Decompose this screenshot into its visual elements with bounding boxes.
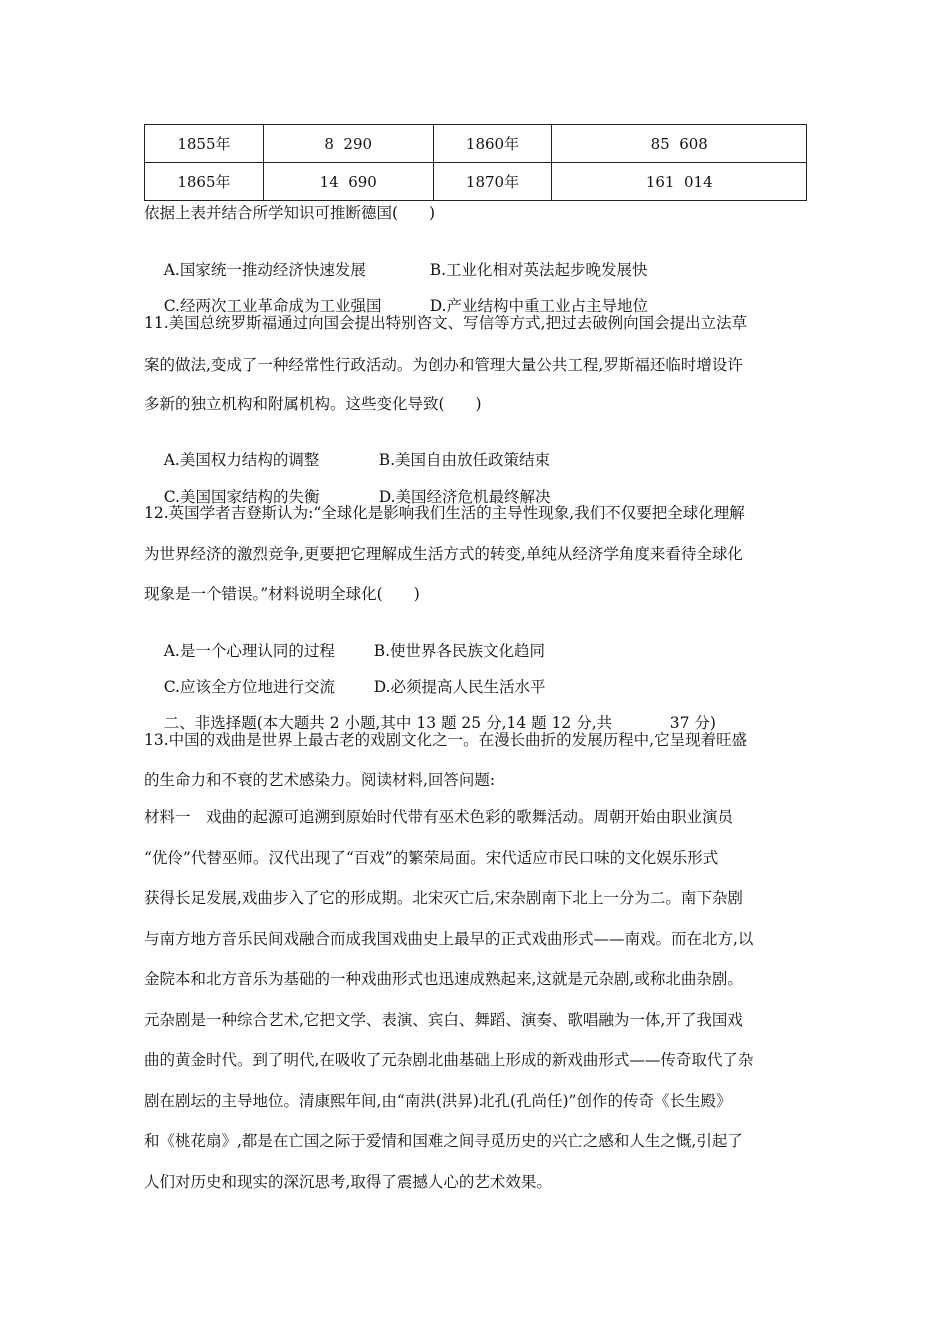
q13-line-1: 13.中国的戏曲是世界上最古老的戏剧文化之一。在漫长曲折的发展历程中,它呈现着旺盛 (144, 731, 748, 749)
material-line-8: 剧在剧坛的主导地位。清康熙年间,由“南洪(洪昇)北孔(孔尚任)”创作的传奇《长生殿》 (144, 1092, 732, 1110)
q12-line-3: 现象是一个错误。”材料说明全球化( ) (144, 585, 420, 603)
table-row (145, 163, 807, 201)
q10-option-b: B.工业化相对英法起步晚发展快 (429, 261, 648, 279)
table-cell: 14 690 (263, 163, 433, 201)
q11-line-1: 11.美国总统罗斯福通过向国会提出特别咨文、写信等方式,把过去破例向国会提出立法草 (144, 314, 748, 332)
material-line-9: 和《桃花扇》,都是在亡国之际于爱情和国难之间寻觅历史的兴亡之感和人生之慨,引起了 (144, 1132, 743, 1150)
section-heading-score: 37 分) (669, 714, 716, 732)
material-line-5: 金院本和北方音乐为基础的一种戏曲形式也迅速成熟起来,这就是元杂剧,或称北曲杂剧。 (144, 970, 743, 988)
q12-option-d: D.必须提高人民生活水平 (373, 678, 546, 696)
table-row (145, 125, 807, 163)
q12-option-a: A.是一个心理认同的过程 (163, 642, 335, 660)
material-line-1: 材料一 戏曲的起源可追溯到原始时代带有巫术色彩的歌舞活动。周朝开始由职业演员 (144, 808, 734, 826)
q11-option-d: D.美国经济危机最终解决 (378, 488, 551, 506)
table-cell: 1870年 (433, 163, 552, 201)
q12-option-b: B.使世界各民族文化趋同 (373, 642, 546, 660)
q11-line-3: 多新的独立机构和附属机构。这些变化导致( ) (144, 395, 482, 413)
table-cell: 1860年 (433, 125, 552, 163)
material-line-10: 人们对历史和现实的深沉思考,取得了震撼人心的艺术效果。 (144, 1173, 552, 1191)
q10-option-d: D.产业结构中重工业占主导地位 (429, 297, 649, 315)
material-line-4: 与南方地方音乐民间戏融合而成我国戏曲史上最早的正式戏曲形式——南戏。而在北方,以 (144, 930, 754, 948)
section-heading-main: 二、非选择题(本大题共 2 小题,其中 13 题 25 分,14 题 12 分,共 (163, 714, 613, 732)
q10-option-a: A.国家统一推动经济快速发展 (163, 261, 366, 279)
material-line-6: 元杂剧是一种综合艺术,它把文学、表演、宾白、舞蹈、演奏、歌唱融为一体,开了我国戏 (144, 1011, 743, 1029)
q11-option-c: C.美国国家结构的失衡 (163, 488, 320, 506)
q12-option-c: C.应该全方位地进行交流 (163, 678, 335, 696)
q10-stem: 依据上表并结合所学知识可推断德国( ) (144, 204, 436, 222)
table-cell: 161 014 (552, 163, 807, 201)
material-line-2: “优伶”代替巫师。汉代出现了“百戏”的繁荣局面。宋代适应市民口味的文化娱乐形式 (144, 849, 719, 867)
data-table (144, 124, 807, 201)
table-cell: 1855年 (145, 125, 264, 163)
table-cell: 8 290 (263, 125, 433, 163)
q12-line-1: 12.英国学者吉登斯认为:“全球化是影响我们生活的主导性现象,我们不仅要把全球化理解 (144, 504, 745, 522)
material-line-3: 获得长足发展,戏曲步入了它的形成期。北宋灭亡后,宋杂剧南下北上一分为二。南下杂剧 (144, 889, 743, 907)
q11-option-b: B.美国自由放任政策结束 (378, 451, 551, 469)
table-cell: 85 608 (552, 125, 807, 163)
q12-line-2: 为世界经济的激烈竞争,更要把它理解成生活方式的转变,单纯从经济学角度来看待全球化 (144, 545, 743, 563)
q13-line-2: 的生命力和不衰的艺术感染力。阅读材料,回答问题: (144, 771, 496, 789)
q11-option-a: A.美国权力结构的调整 (163, 451, 320, 469)
q11-line-2: 案的做法,变成了一种经常性行政活动。为创办和管理大量公共工程,罗斯福还临时增设许 (144, 356, 743, 374)
material-line-7: 曲的黄金时代。到了明代,在吸收了元杂剧北曲基础上形成的新戏曲形式——传奇取代了杂 (144, 1051, 754, 1069)
q10-option-c: C.经两次工业革命成为工业强国 (163, 297, 382, 315)
table-cell: 1865年 (145, 163, 264, 201)
